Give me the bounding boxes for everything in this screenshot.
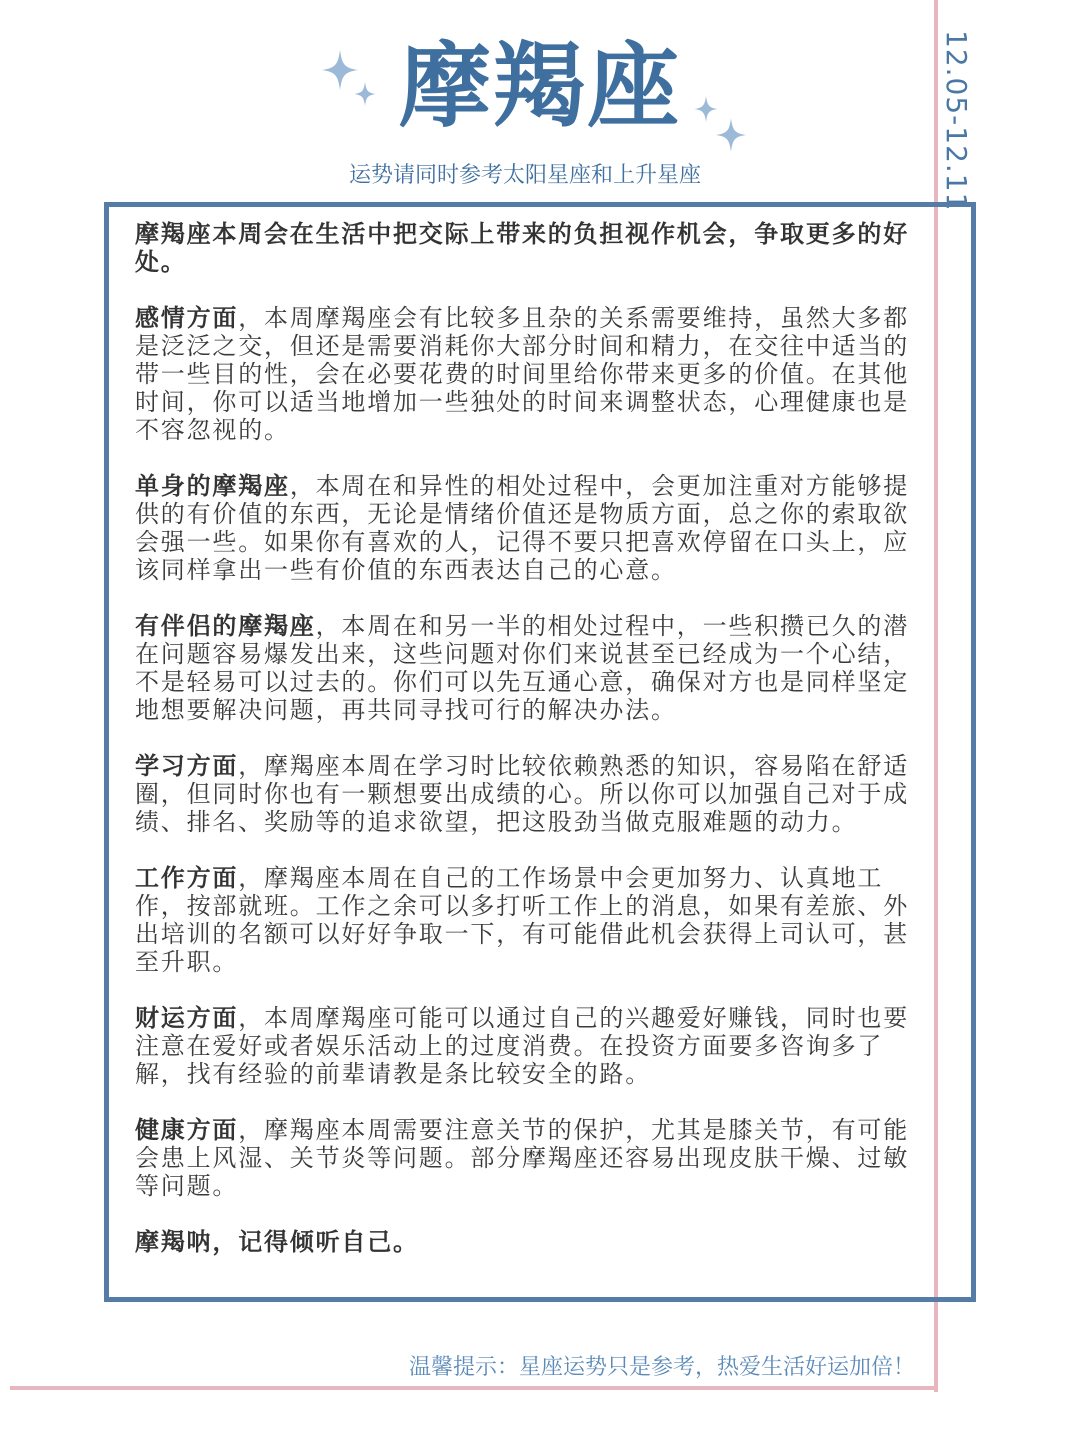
- section-paragraph: [135, 1116, 915, 1200]
- section-text: ，本周摩羯座会有比较多且杂的关系需要维持，虽然大多都是泛泛之交，但还是需要消耗你大部分时间和精力，在交往中适当的带一些目的性，会在必要花费的时间里给你带来更多的价值。在其他时间，你可以适当地增加一些独处的时间来调整状态，心理健康也是不容忽视的。: [135, 304, 910, 444]
- page-title: 摩羯座: [398, 33, 681, 140]
- section-heading: 单身的摩羯座: [135, 472, 290, 500]
- footer-tip: 温馨提示：星座运势只是参考，热爱生活好运加倍！: [408, 1355, 915, 1380]
- section-heading: 有伴侣的摩羯座: [135, 612, 316, 640]
- section-paragraph: [135, 612, 915, 724]
- section-paragraph: [135, 864, 915, 976]
- article-closing: 摩羯呐，记得倾听自己。: [135, 1228, 419, 1256]
- section-text: ，摩羯座本周在自己的工作场景中会更加努力、认真地工作，按部就班。工作之余可以多打听工作上的消息，如果有差旅、外出培训的名额可以好好争取一下，有可能借此机会获得上司认可，甚至升职。: [135, 864, 909, 976]
- pink-horizontal-line: [10, 1386, 938, 1390]
- section-heading: 感情方面: [135, 304, 239, 332]
- date-range: 12.05-12.11: [940, 30, 973, 212]
- section-paragraph: [135, 752, 915, 836]
- section-text: ，本周在和异性的相处过程中，会更加注重对方能够提供的有价值的东西，无论是情绪价值还是物质方面，总之你的索取欲会强一些。如果你有喜欢的人，记得不要只把喜欢停留在口头上，应该同样拿出一些有价值的东西表达自己的心意。: [135, 472, 910, 584]
- section-heading: 工作方面: [135, 864, 239, 892]
- section-paragraph: [135, 1004, 915, 1088]
- section-heading: 健康方面: [135, 1116, 239, 1144]
- section-text: ，摩羯座本周需要注意关节的保护，尤其是膝关节，有可能会患上风湿、关节炎等问题。部分摩羯座还容易出现皮肤干燥、过敏等问题。: [135, 1116, 910, 1200]
- section-paragraph: [135, 472, 915, 584]
- section-heading: 财运方面: [135, 1004, 239, 1032]
- article-intro: 摩羯座本周会在生活中把交际上带来的负担视作机会，争取更多的好处。: [135, 220, 909, 276]
- section-heading: 学习方面: [135, 752, 239, 780]
- section-text: ，本周摩羯座可能可以通过自己的兴趣爱好赚钱，同时也要注意在爱好或者娱乐活动上的过度消费。在投资方面要多咨询多了解，找有经验的前辈请教是条比较安全的路。: [135, 1004, 910, 1088]
- section-paragraph: [135, 304, 915, 444]
- article-body: [135, 220, 915, 1256]
- subtitle: 运势请同时参考太阳星座和上升星座: [348, 163, 701, 188]
- section-text: ，本周在和另一半的相处过程中，一些积攒已久的潜在问题容易爆发出来，这些问题对你们来说甚至已经成为一个心结，不是轻易可以过去的。你们可以先互通心意，确保对方也是同样坚定地想要解决问题，再共同寻找可行的解决办法。: [135, 612, 910, 724]
- section-text: ，摩羯座本周在学习时比较依赖熟悉的知识，容易陷在舒适圈，但同时你也有一颗想要出成绩的心。所以你可以加强自己对于成绩、排名、奖励等的追求欲望，把这股劲当做克服难题的动力。: [135, 752, 910, 836]
